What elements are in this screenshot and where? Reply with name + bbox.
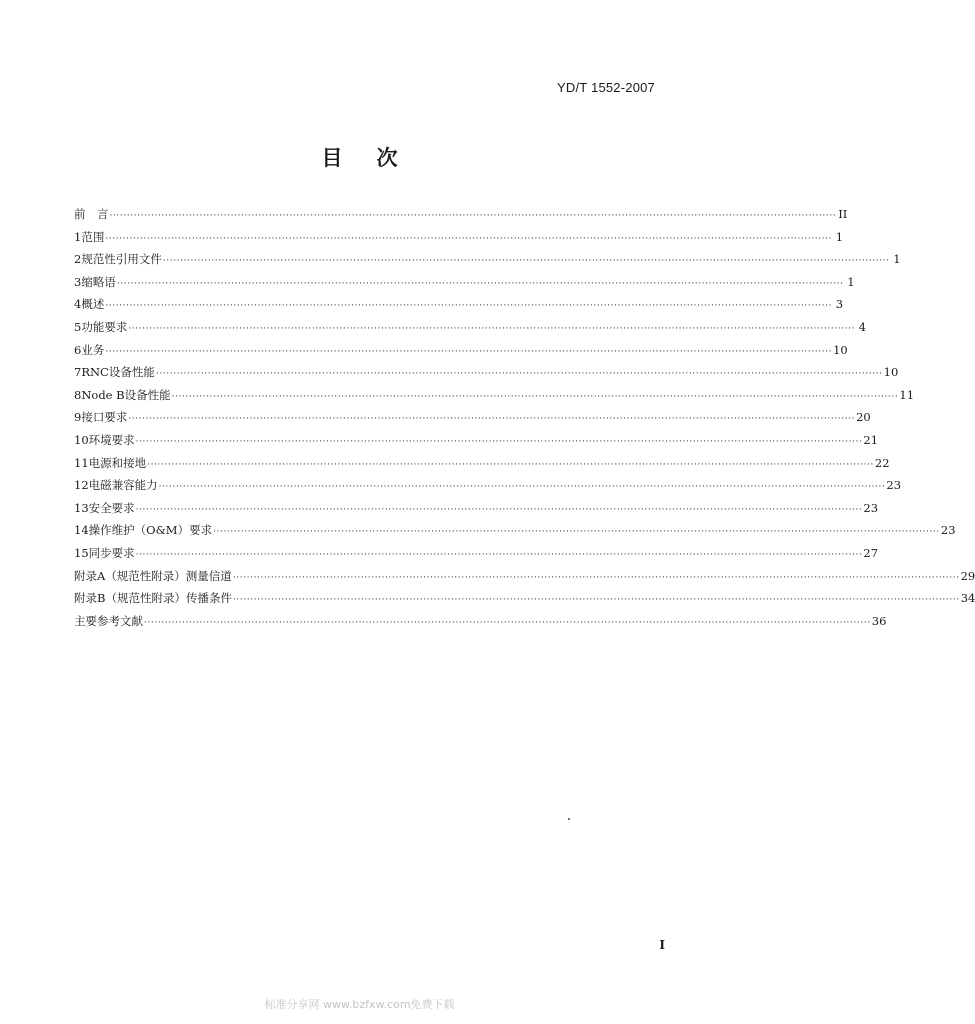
toc-entry-number: 5	[74, 319, 82, 334]
leader-dots	[128, 318, 855, 341]
leader-dots	[105, 341, 832, 364]
toc-entry-page: 1	[893, 252, 901, 267]
toc-entry[interactable]	[74, 406, 871, 429]
leader-dots	[163, 250, 890, 273]
toc-entry-label: 附录B（规范性附录）传播条件	[74, 591, 232, 606]
toc-entry[interactable]	[74, 293, 844, 316]
toc-entry-label: 规范性引用文件	[81, 252, 162, 267]
toc-entry[interactable]	[74, 271, 855, 294]
toc-entry-page: 23	[886, 478, 902, 493]
toc-entry-page: 1	[835, 229, 844, 244]
leader-dots	[213, 521, 940, 544]
title-char-1: 目	[321, 145, 343, 170]
toc-entry[interactable]	[74, 497, 879, 520]
toc-entry-page: 23	[863, 500, 879, 515]
toc-entry-page: 10	[883, 365, 899, 380]
title-char-2: 次	[376, 145, 398, 170]
toc-entry[interactable]	[74, 203, 848, 226]
toc-entry-page: 3	[835, 297, 844, 312]
toc-entry[interactable]	[74, 610, 887, 633]
table-of-contents	[74, 203, 975, 632]
toc-entry-number: 10	[74, 432, 89, 447]
toc-entry-number: 12	[74, 478, 89, 493]
toc-entry-page: II	[838, 207, 848, 221]
leader-dots	[117, 273, 844, 296]
page-title	[0, 142, 719, 172]
toc-entry-label: 同步要求	[88, 545, 135, 560]
toc-entry-number: 4	[74, 297, 82, 312]
toc-entry-number: 3	[74, 274, 82, 289]
leader-dots	[156, 363, 883, 386]
toc-entry[interactable]	[74, 452, 890, 475]
toc-entry-label: 功能要求	[81, 319, 128, 334]
toc-entry-page: 11	[899, 387, 915, 402]
leader-dots	[233, 567, 960, 590]
toc-entry-page: 4	[858, 319, 867, 334]
toc-entry-number: 14	[74, 523, 89, 538]
toc-entry-number: 6	[74, 342, 82, 357]
toc-entry[interactable]	[74, 519, 956, 542]
leader-dots	[147, 454, 874, 477]
toc-entry-page: 23	[940, 523, 956, 538]
toc-entry-number: 8	[74, 387, 82, 402]
toc-entry-page: 1	[847, 274, 855, 289]
toc-entry-label: 电源和接地	[88, 455, 147, 470]
toc-entry-number: 2	[74, 252, 82, 267]
scan-speck	[568, 818, 570, 820]
toc-entry-page: 34	[960, 591, 975, 606]
toc-entry-number: 15	[74, 545, 89, 560]
leader-dots	[128, 408, 855, 431]
toc-entry-label: RNC设备性能	[81, 365, 155, 380]
toc-entry-label: 缩略语	[81, 274, 116, 289]
toc-entry-page: 27	[863, 545, 879, 560]
toc-entry-page: 36	[871, 613, 887, 628]
toc-entry[interactable]	[74, 474, 902, 497]
toc-entry-label: 概述	[81, 297, 105, 312]
toc-entry-page: 10	[833, 342, 848, 357]
toc-entry-number: 9	[74, 410, 82, 425]
toc-entry-label: 安全要求	[88, 500, 135, 515]
toc-entry[interactable]	[74, 339, 848, 362]
toc-entry-page: 21	[863, 432, 879, 447]
toc-entry-page: 20	[856, 410, 871, 425]
standard-code: YD/T 1552-2007	[557, 80, 655, 95]
toc-entry-number: 1	[74, 229, 82, 244]
toc-entry-number: 7	[74, 365, 82, 380]
leader-dots	[105, 228, 832, 251]
toc-entry-page: 29	[960, 568, 975, 583]
leader-dots	[172, 386, 899, 409]
toc-entry[interactable]	[74, 226, 844, 249]
toc-entry-number: 13	[74, 500, 89, 515]
toc-entry-label: 主要参考文献	[74, 613, 143, 628]
toc-entry-label: 业务	[81, 342, 105, 357]
toc-entry[interactable]	[74, 316, 867, 339]
leader-dots	[159, 476, 886, 499]
leader-dots	[233, 589, 960, 612]
toc-entry[interactable]	[74, 384, 915, 407]
toc-entry-number: 11	[74, 455, 89, 470]
leader-dots	[144, 612, 871, 635]
leader-dots	[136, 499, 863, 522]
toc-entry-label: Node B设备性能	[81, 387, 171, 402]
toc-entry-label: 环境要求	[88, 432, 135, 447]
toc-entry-label: 前 言	[74, 207, 109, 221]
watermark: 标准分享网 www.bzfxw.com免费下载	[264, 998, 455, 1011]
leader-dots	[105, 295, 832, 318]
toc-entry[interactable]	[74, 361, 899, 384]
toc-entry[interactable]	[74, 565, 975, 588]
toc-entry-label: 接口要求	[81, 410, 128, 425]
toc-entry-page: 22	[874, 455, 890, 470]
leader-dots	[136, 544, 863, 567]
toc-entry[interactable]	[74, 429, 879, 452]
toc-entry-label: 范围	[81, 229, 105, 244]
leader-dots	[136, 431, 863, 454]
toc-entry-label: 操作维护（O&M）要求	[88, 523, 213, 538]
leader-dots	[110, 205, 837, 228]
toc-entry[interactable]	[74, 587, 975, 610]
toc-entry[interactable]	[74, 248, 901, 271]
toc-entry[interactable]	[74, 542, 879, 565]
toc-entry-label: 附录A（规范性附录）测量信道	[74, 568, 232, 583]
toc-entry-label: 电磁兼容能力	[88, 478, 158, 493]
page-number: I	[659, 938, 665, 952]
